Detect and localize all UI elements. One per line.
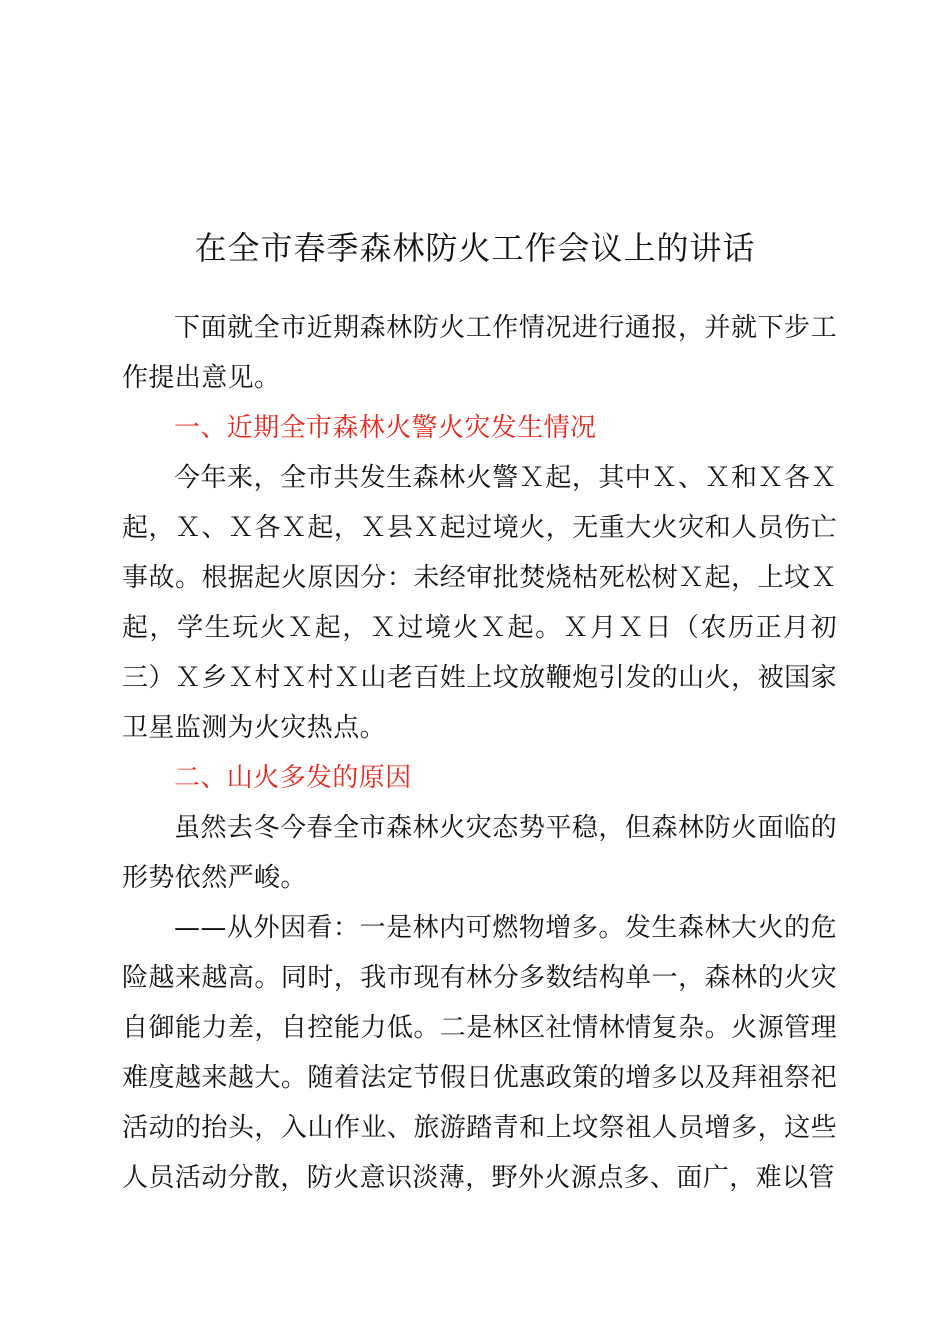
section-2-paragraph-2: ——从外因看：一是林内可燃物增多。发生森林大火的危险越来越高。同时，我市现有林分多数结构单一，森林的火灾自御能力差，自控能力低。二是林区社情林情复杂。火源管理难度越来越大。随着法定节假日优惠政策的增多以及拜祖祭祀活动的抬头，入山作业、旅游踏青和上坟祭祖人员增多，这些人员活动分散，防火意识淡薄，野外火源点多、面广，难以管 xyxy=(122,913,837,1193)
section-heading-1: 一、近期全市森林火警火灾发生情况 xyxy=(174,413,597,443)
section-1-paragraph: 今年来，全市共发生森林火警Ｘ起，其中Ｘ、Ｘ和Ｘ各Ｘ起，Ｘ、Ｘ各Ｘ起，Ｘ县Ｘ起过境火，无重大火灾和人员伤亡事故。根据起火原因分：未经审批焚烧枯死松树Ｘ起，上坟Ｘ起，学生玩火Ｘ起，Ｘ过境火Ｘ起。Ｘ月Ｘ日（农历正月初三）Ｘ乡Ｘ村Ｘ村Ｘ山老百姓上坟放鞭炮引发的山火，被国家卫星监测为火灾热点。 xyxy=(122,463,837,743)
section-heading-2: 二、山火多发的原因 xyxy=(174,763,412,793)
intro-paragraph: 下面就全市近期森林防火工作情况进行通报，并就下步工作提出意见。 xyxy=(122,313,837,393)
document-body xyxy=(122,303,837,1203)
section-2-paragraph-1: 虽然去冬今春全市森林火灾态势平稳，但森林防火面临的形势依然严峻。 xyxy=(122,813,837,893)
document-title: 在全市春季森林防火工作会议上的讲话 xyxy=(194,229,756,267)
